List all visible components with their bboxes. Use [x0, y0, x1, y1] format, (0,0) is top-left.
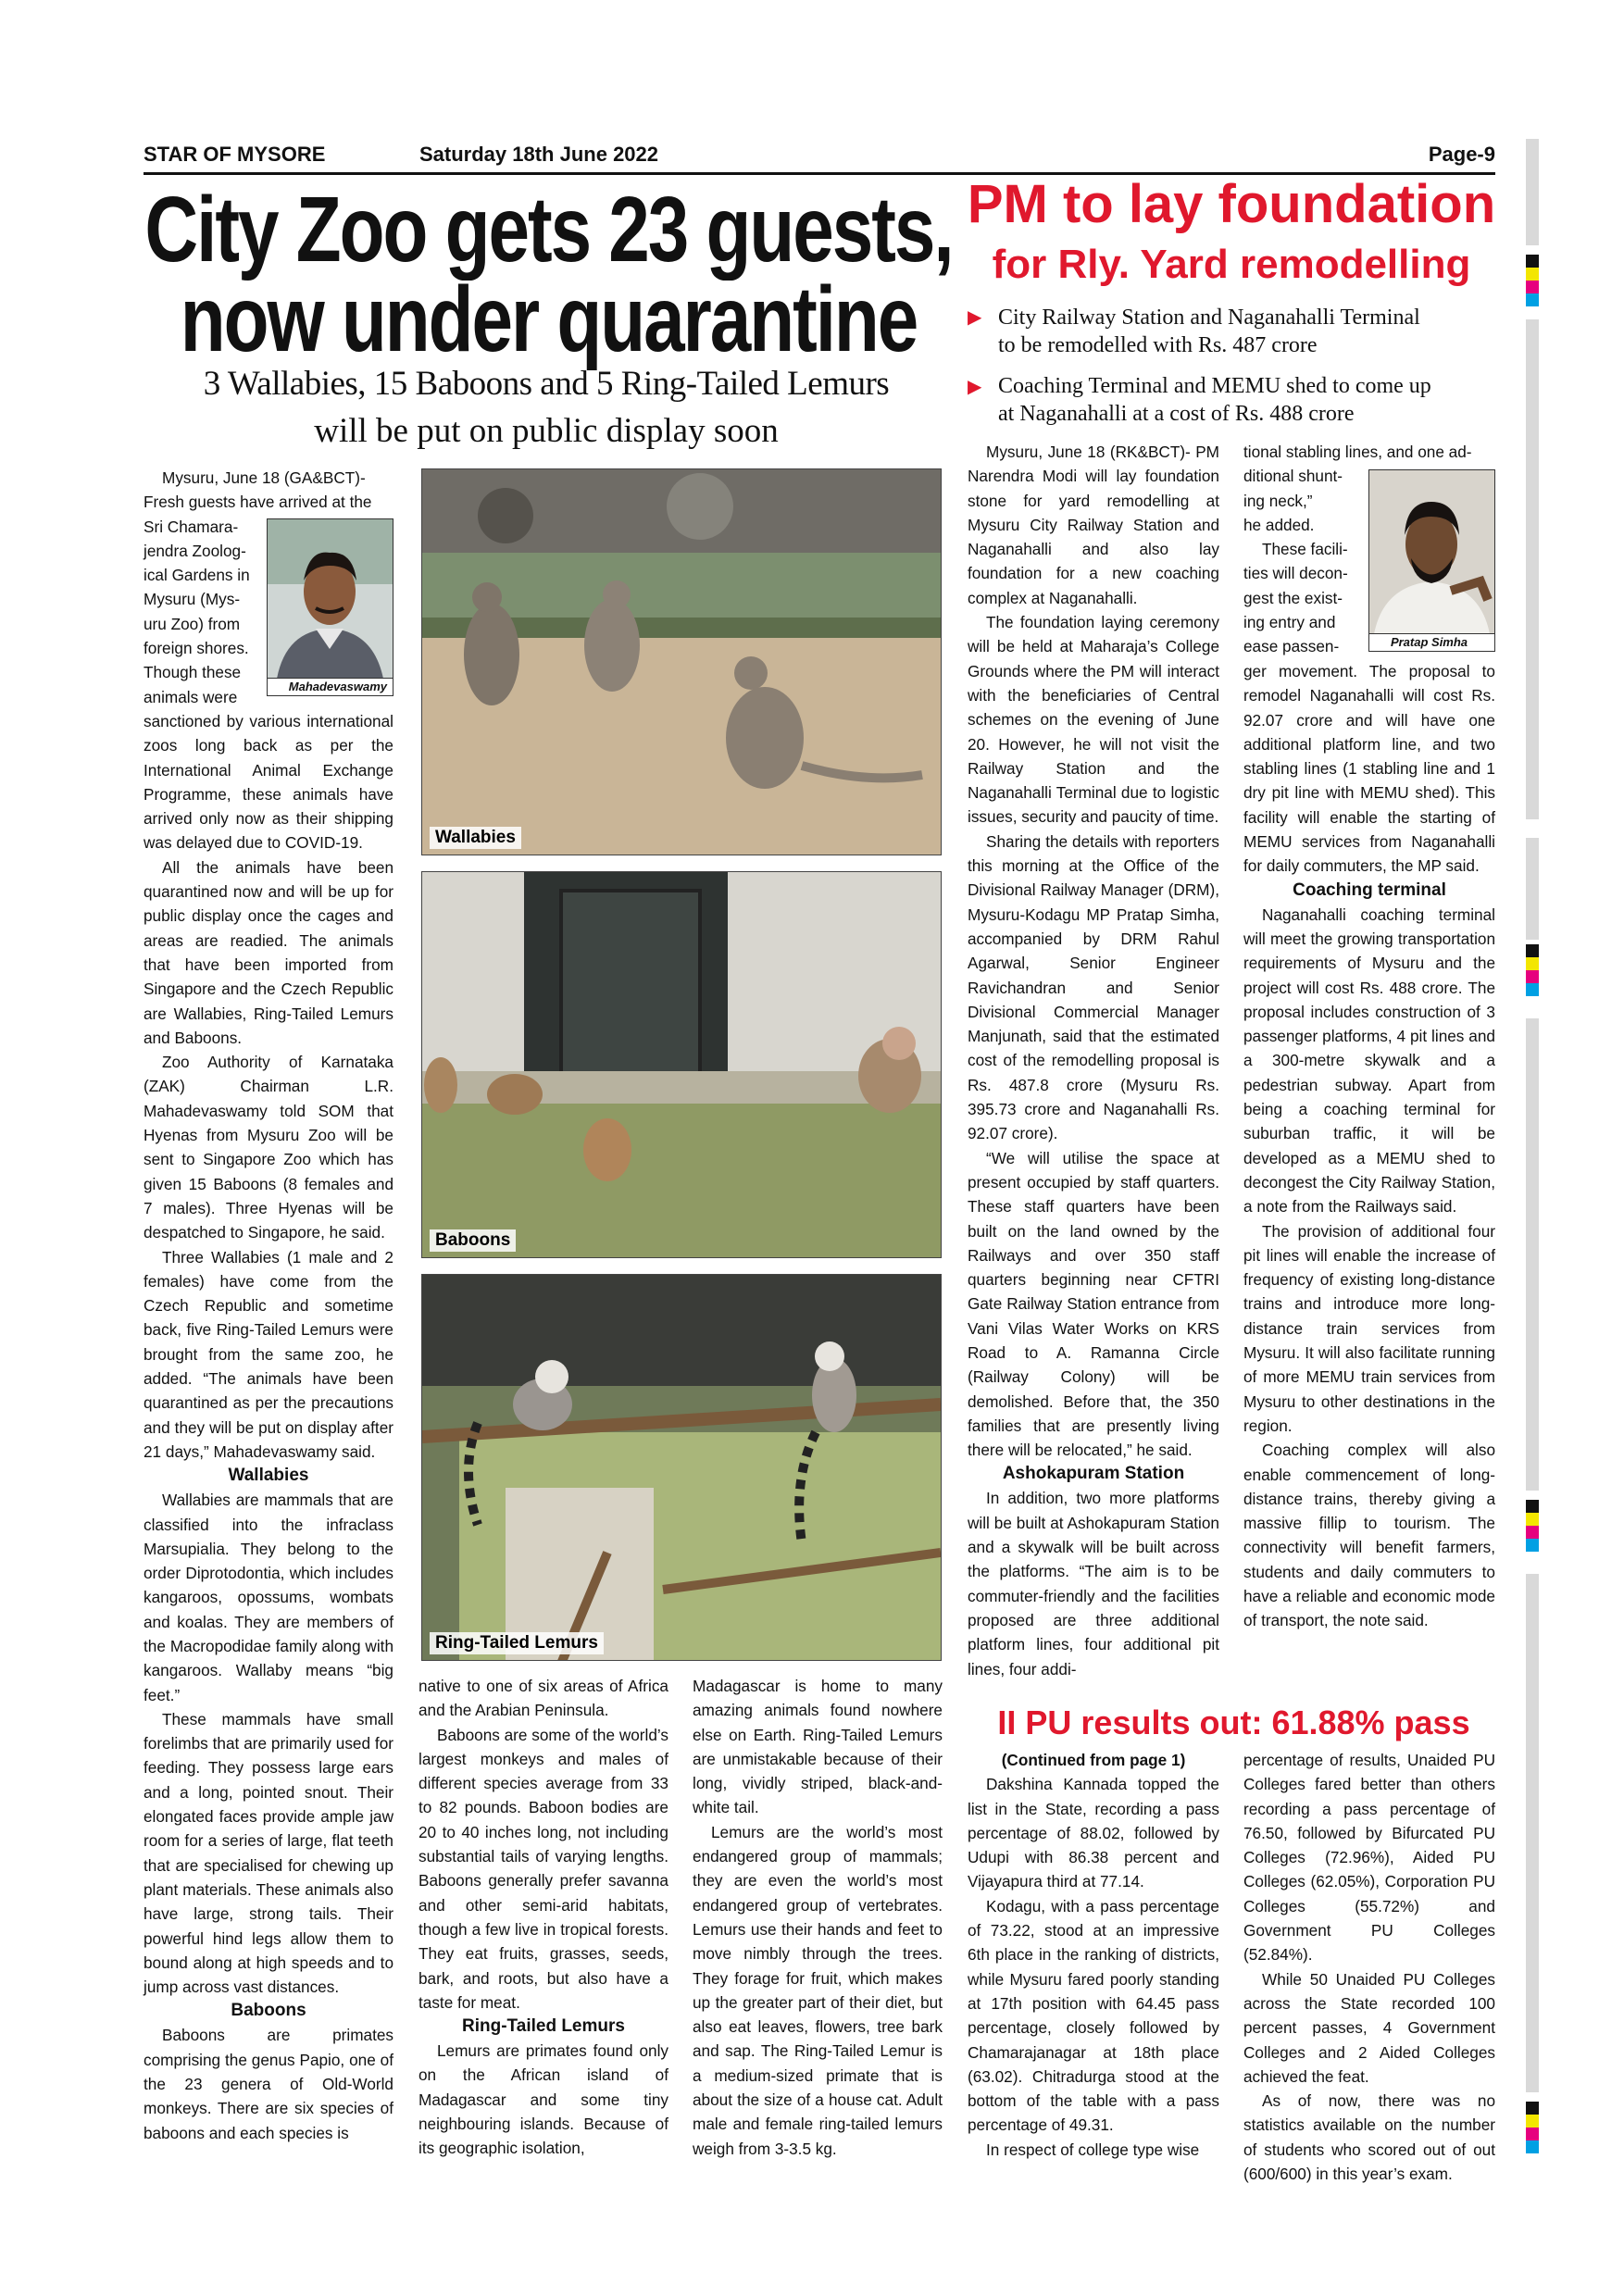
baboons-image	[422, 872, 941, 1257]
pm-headline-line1: PM to lay foundation	[967, 174, 1496, 234]
paragraph: Lemurs are the world’s most endangered group of mammals; they are even the world’s most endangered group of vertebrates. Lemurs use their hands and feet to move nimbly through the trees. They forage for fruit, which makes up the greater part of their diet, but also eat leaves, flowers, tree bark and sap. The Ring-Tailed Lemur is a medium-sized primate that is about the size of a house cat. Adult male and female ring-tailed lemurs weigh from 3-3.5 kg.	[693, 1822, 943, 2158]
photo-caption: Baboons	[430, 1229, 516, 1252]
bullet-line: at Naganahalli at a cost of Rs. 488 crore	[998, 402, 1355, 426]
person-photo	[268, 519, 393, 679]
paragraph: Mysuru, June 18 (RK&BCT)- PM Narendra Modi will lay foundation stone for yard remodelling at Mysuru City Railway Station and Naganahalli and also lay foundation for a new coaching complex at Naganahalli.	[968, 443, 1219, 607]
text-line: ditional shunt-	[1243, 467, 1343, 486]
registration-marks-2	[1526, 944, 1539, 996]
portrait-mahadevaswamy	[267, 518, 394, 696]
text-line: ical Gardens in	[144, 566, 250, 585]
photo-baboons	[421, 871, 942, 1258]
paragraph: ger movement. The proposal to remodel Naganahalli will cost Rs. 92.07 crore and will have one additional platform line, and two stabling lines (1 stabling line and 1 dry pit line with MEMU shed). This facility will enable the starting of MEMU services from Naganahalli for daily commuters, the MP said.	[1243, 662, 1495, 876]
paragraph: sanctioned by various international zoos long back as per the International Animal Exchange Programme, these animals have arrived only now as their shipping was delayed due to COVID-19.	[144, 712, 394, 853]
registration-strip	[1526, 1018, 1539, 1491]
text-line: Mysuru, June 18 (GA&BCT)-	[162, 468, 366, 487]
lemurs-image	[422, 1275, 941, 1660]
paragraph: Naganahalli coaching terminal will meet the growing transportation requirements of Mysuru and the project will cost Rs. 488 crore. The proposal includes construction of 3 passenger platforms, 4 pit lines and a 300-metre skywalk and a pedestrian subway. Apart from being a coaching terminal for suburban traffic, it will be developed as a MEMU shed to decongest the City Railway Station, a note from the Railways said.	[1243, 905, 1495, 1217]
pm-headline-line2: for Rly. Yard remodelling	[992, 242, 1471, 287]
bullet-line: to be remodelled with Rs. 487 crore	[998, 333, 1318, 357]
registration-strip	[1526, 838, 1539, 940]
text-line: ease passen-	[1243, 637, 1340, 656]
paragraph: Three Wallabies (1 male and 2 females) have come from the Czech Republic and sometime back, five Ring-Tailed Lemurs were brought from the same zoo, he added. “The animals have been quarantined as per the precautions and they will be put on display after 21 days,” Mahadevaswamy said.	[144, 1247, 394, 1461]
wallabies-image	[422, 469, 941, 855]
text-line: Mysuru (Mys-	[144, 590, 241, 609]
zoo-col1-body	[144, 709, 394, 2145]
subhead-lemurs: Ring-Tailed Lemurs	[462, 2016, 625, 2037]
issue-date: Saturday 18th June 2022	[419, 143, 659, 166]
registration-marks-4	[1526, 2102, 1539, 2153]
masthead	[144, 139, 1495, 175]
paragraph: Madagascar is home to many amazing animals found nowhere else on Earth. Ring-Tailed Lemurs are unmistakable because of their long, vividly striped, black-and-white tail.	[693, 1677, 943, 1817]
pu-headline: II PU results out: 61.88% pass	[997, 1703, 1470, 1741]
text-line: jendra Zoolog-	[144, 541, 246, 560]
paragraph: In respect of college type wise	[986, 2140, 1200, 2159]
paragraph: These mammals have small forelimbs that are primarily used for feeding. They possess large ears and a long, pointed snout. Their elongated faces provide ample jaw room for a series of large, flat teeth that are specialised for chewing up plant materials. These animals also have large, strong tails. Their powerful hind legs allow them to bound along at high speeds and to jump across vast distances.	[144, 1709, 394, 1997]
zoo-col3	[693, 1674, 943, 2161]
paragraph: As of now, there was no statistics available on the number of students who scored out of out (600/600) in this year’s exam.	[1243, 2091, 1495, 2184]
registration-marks-1	[1526, 255, 1539, 306]
pm-col1	[968, 440, 1219, 1681]
photo-caption: Ring-Tailed Lemurs	[430, 1632, 604, 1654]
paragraph: The provision of additional four pit lines will enable the increase of frequency of existing long-distance trains and introduce more long-distance train services from Mysuru. It will also facilitate running of more MEMU train services from Mysuru to other destinations in the region.	[1243, 1221, 1495, 1435]
paragraph: In addition, two more platforms will be built at Ashokapuram Station and a skywalk will be built across the platforms. “The aim is to be commuter-friendly and the facilities proposed are three additional platform lines, four additional pit lines, four addi-	[968, 1489, 1219, 1678]
text-line: ties will decon-	[1243, 564, 1348, 583]
paragraph: Wallabies are mammals that are classified into the infraclass Marsupialia. They belong to the order Diprotodontia, which includes kangaroos, opossums, wombats and koalas. They are members of the Macropodidae family along with kangaroos. Wallaby means “big feet.”	[144, 1491, 394, 1704]
zoo-deck-line1: 3 Wallabies, 15 Baboons and 5 Ring-Tailed Lemurs	[203, 365, 890, 403]
pm-bullet-1	[998, 304, 1507, 359]
bullet-line: City Railway Station and Naganahalli Terminal	[998, 306, 1420, 330]
pm-col2-body	[1243, 659, 1495, 1633]
text-line: Fresh guests have arrived at the	[144, 493, 372, 512]
paragraph: Dakshina Kannada topped the list in the State, recording a pass percentage of 88.02, followed by Udupi with 86.38 percent and Vijayapura third at 77.14.	[968, 1775, 1219, 1891]
zoo-headline-line2: now under quarantine	[180, 267, 918, 370]
paragraph: Coaching complex will also enable commencement of long-distance trains, thereby giving a massive fillip to tourism. The connectivity will benefit farmers, students and daily commuters to have a reliable and economic mode of transport, the note said.	[1243, 1441, 1495, 1630]
portrait-caption: Pratap Simha	[1369, 633, 1494, 651]
paragraph: native to one of six areas of Africa and the Arabian Peninsula.	[418, 1677, 668, 1720]
text-line: he added.	[1243, 515, 1315, 534]
bullet-arrow-icon: ▶	[968, 377, 982, 397]
registration-marks-3	[1526, 1500, 1539, 1552]
registration-strip	[1526, 139, 1539, 245]
text-line: ing neck,”	[1243, 491, 1313, 510]
text-line: uru Zoo) from	[144, 614, 241, 633]
photo-caption: Wallabies	[430, 827, 521, 849]
subhead-coaching: Coaching terminal	[1293, 880, 1446, 900]
pu-col2	[1243, 1748, 1495, 2186]
continued-note: (Continued from page 1)	[1001, 1751, 1186, 1769]
bullet-line: Coaching Terminal and MEMU shed to come up	[998, 374, 1431, 398]
paragraph: All the animals have been quarantined now and will be up for public display once the cages and areas are readied. The animals that have been imported from Singapore and the Czech Republic are Wallabies, Ring-Tailed Lemurs and Baboons.	[144, 857, 394, 1047]
pm-bullet-2	[998, 372, 1517, 428]
paragraph: The foundation laying ceremony will be held at Maharaja’s College Grounds where the PM will interact with the beneficiaries of Central schemes on the evening of June 20. However, he will not visit the Railway Station and the Naganahalli Terminal due to logistic issues, security and paucity of time.	[968, 613, 1219, 827]
subhead-ashokapuram: Ashokapuram Station	[1002, 1464, 1185, 1484]
text-line: tional stabling lines, and one ad-	[1243, 443, 1472, 461]
portrait-pratap-simha	[1368, 469, 1495, 652]
paper-name: STAR OF MYSORE	[144, 143, 326, 166]
subhead-baboons: Baboons	[231, 2001, 306, 2021]
text-line: foreign shores.	[144, 639, 249, 658]
zoo-deck-line2: will be put on public display soon	[314, 412, 779, 450]
person-photo	[1369, 470, 1494, 634]
subhead-wallabies: Wallabies	[228, 1466, 309, 1486]
paragraph: “We will utilise the space at present occupied by staff quarters. These staff quarters have been built on the land owned by the Railways and over 350 staff quarters beginning near CFTRI Gate Railway Station entrance from Vani Vilas Water Works on KRS Road to A. Ramanna Circle (Railway Colony) will be demolished. Before that, the 350 families that are presently living there will be relocated,” he said.	[968, 1148, 1219, 1460]
paragraph: percentage of results, Unaided PU Colleges fared better than others recording a pass percentage of 76.50, followed by Bifurcated PU Colleges (72.96%), Aided PU Colleges (62.05%), Corporation PU Colleges (55.72%) and Government PU Colleges (52.84%).	[1243, 1751, 1495, 1965]
paragraph: Baboons are primates comprising the genus Papio, one of the 23 genera of Old-World monkeys. There are six species of baboons and each species is	[144, 2026, 394, 2142]
zoo-col2	[418, 1674, 668, 2161]
registration-strip	[1526, 319, 1539, 819]
text-line: These facili-	[1262, 540, 1348, 559]
text-line: Sri Chamara-	[144, 517, 239, 536]
text-line: ing entry and	[1243, 613, 1336, 632]
paragraph: Baboons are some of the world’s largest monkeys and males of different species average from 33 to 82 pounds. Baboon bodies are 20 to 40 inches long, not including substantial tails of varying lengths. Baboons generally prefer savanna and other semi-arid habitats, though a few live in tropical forests. They eat fruits, grasses, seeds, bark, and roots, but also have a taste for meat.	[418, 1725, 668, 2012]
paragraph: Lemurs are primates found only on the African island of Madagascar and some tiny neighbouring islands. Because of its geographic isolation,	[418, 2041, 668, 2158]
registration-strip	[1526, 1574, 1539, 2092]
paragraph: Zoo Authority of Karnataka (ZAK) Chairman L.R. Mahadevaswamy told SOM that Hyenas from Mysuru Zoo will be sent to Singapore Zoo which has given 15 Baboons (8 females and 7 males). Three Hyenas will be despatched to Singapore, he said.	[144, 1053, 394, 1242]
text-line: animals were	[144, 687, 238, 706]
pu-col1	[968, 1748, 1219, 2162]
photo-ring-tailed-lemurs	[421, 1274, 942, 1661]
text-line: Though these	[144, 663, 242, 682]
paragraph: Sharing the details with reporters this morning at the Office of the Divisional Railway Manager (DRM), Mysuru-Kodagu MP Pratap Simha, accompanied by DRM Rahul Agarwal, Senior Engineer Ravichandran and Senior Divisional Commercial Manager Manjunath, said that the estimated cost of the remodelling proposal is Rs. 487.8 crore (Mysuru Rs. 395.73 crore and Naganahalli Rs. 92.07 crore).	[968, 831, 1219, 1143]
text-line: gest the exist-	[1243, 588, 1343, 607]
page-number: Page-9	[1428, 143, 1495, 166]
paragraph: Kodagu, with a pass percentage of 73.22, stood at an impressive 6th place in the ranking of districts, while Mysuru fared poorly standing at 17th position with 64.45 pass percentage, closely followed by Chamarajanagar at 18th place (63.02). Chitradurga stood at the bottom of the table with a pass percentage of 49.31.	[968, 1896, 1219, 2135]
bullet-arrow-icon: ▶	[968, 307, 982, 328]
zoo-headline-line1: City Zoo gets 23 guests,	[144, 177, 953, 281]
paragraph: While 50 Unaided PU Colleges across the State recorded 100 percent passes, 4 Government Colleges and 2 Aided Colleges achieved the feat.	[1243, 1969, 1495, 2086]
photo-wallabies	[421, 468, 942, 855]
portrait-caption: Mahadevaswamy	[268, 678, 393, 695]
